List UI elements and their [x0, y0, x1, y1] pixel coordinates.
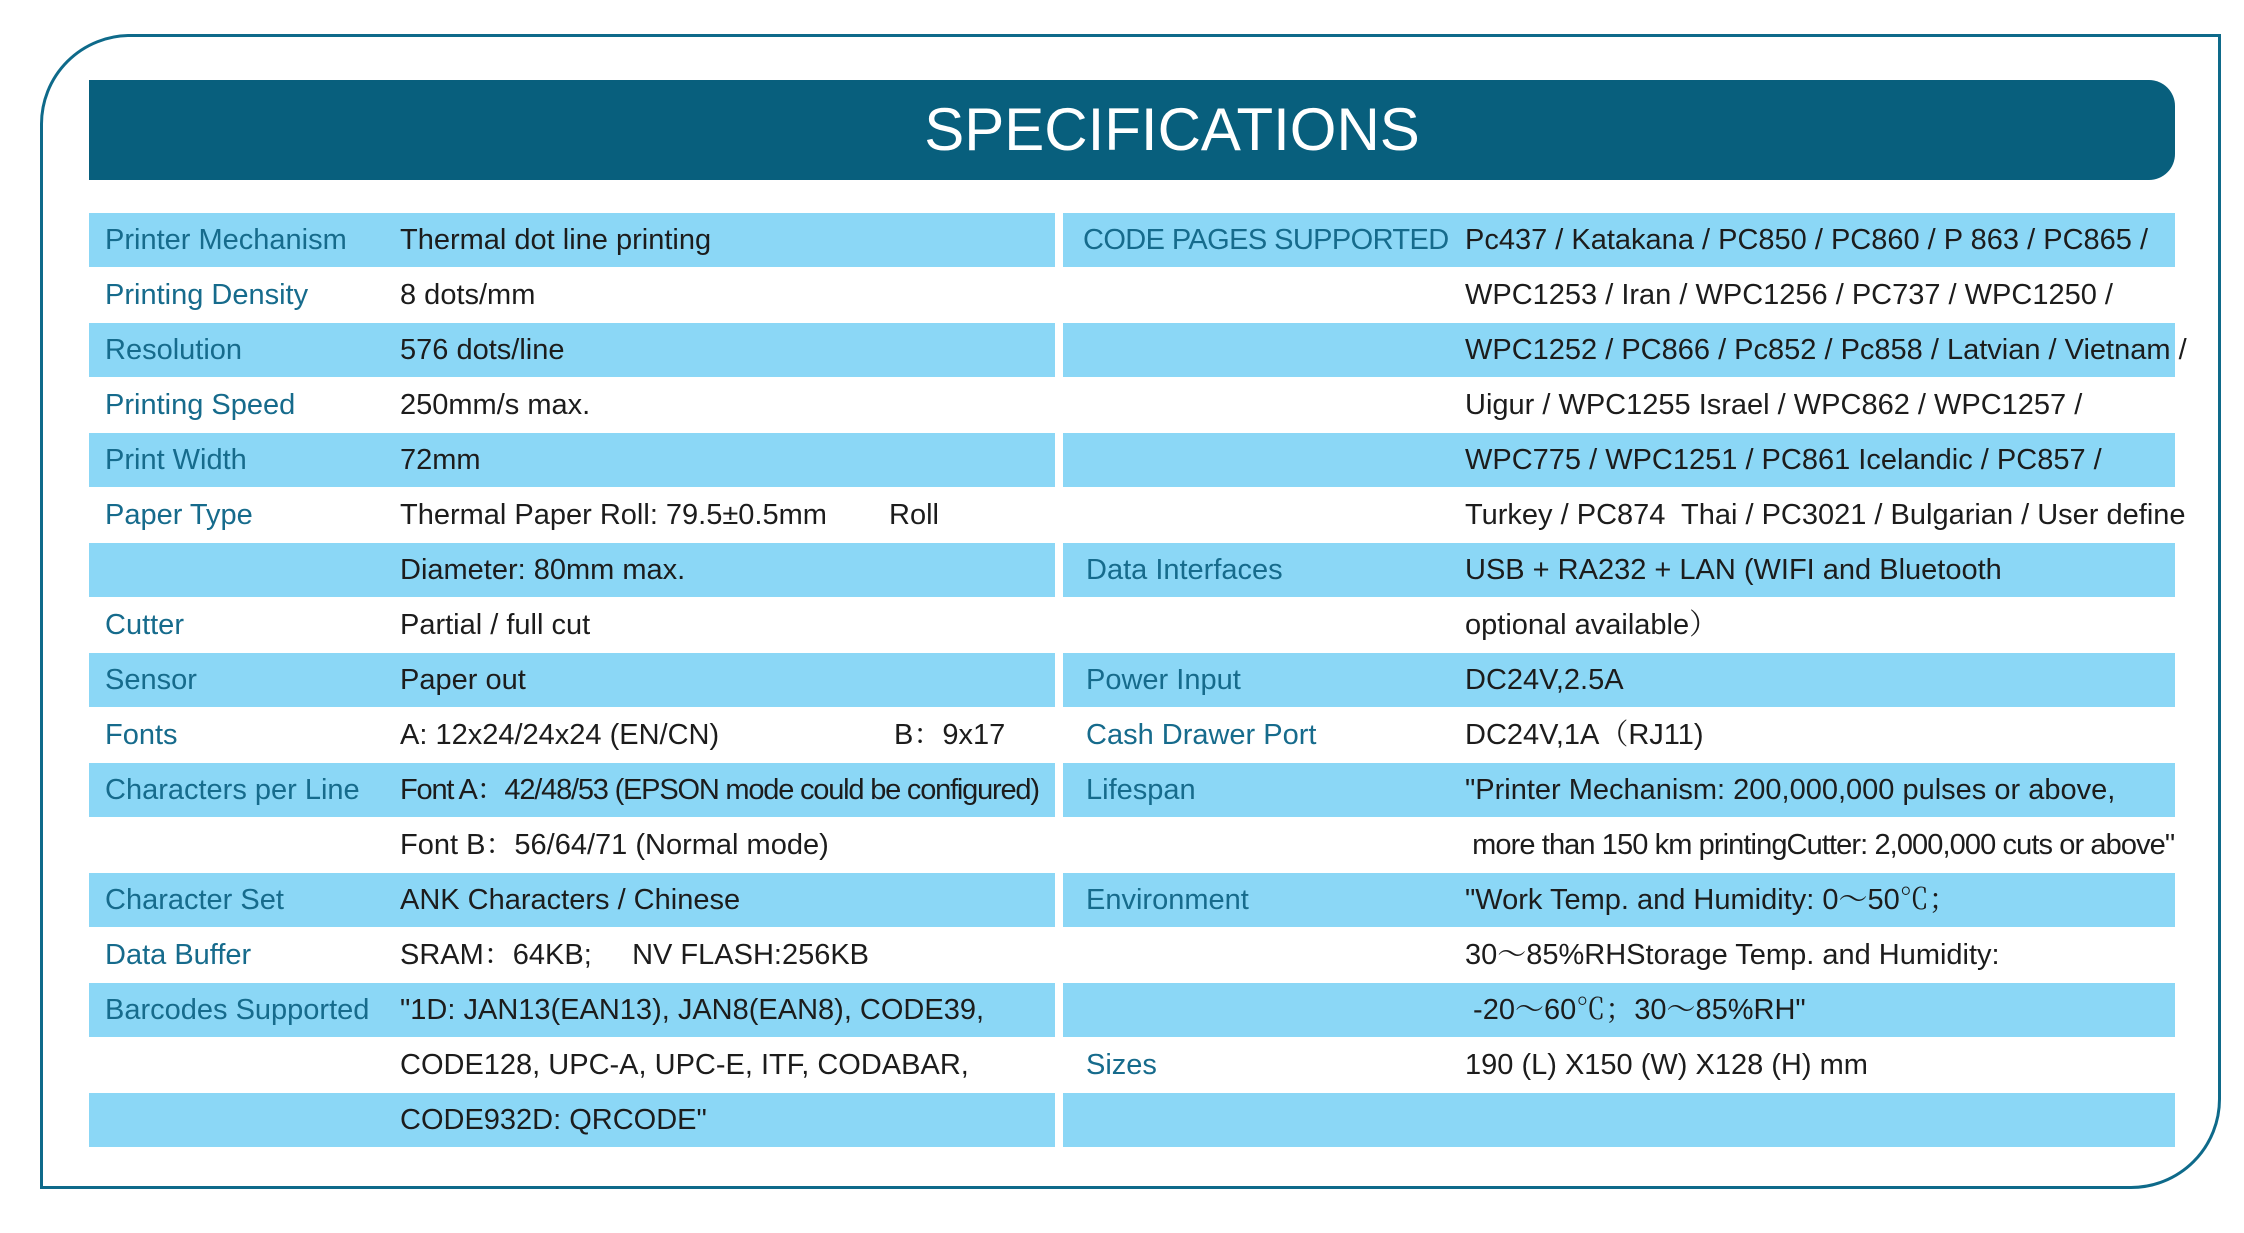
spec-value: 8 dots/mm — [400, 279, 536, 311]
spec-row — [1063, 983, 2175, 1037]
spec-label: Printing Density — [105, 279, 309, 311]
spec-label: Sensor — [105, 664, 197, 696]
spec-value: WPC1253 / Iran / WPC1256 / PC737 / WPC1250 / — [1465, 279, 2113, 311]
spec-value: optional available） — [1465, 609, 1719, 641]
spec-value: Turkey / PC874 Thai / PC3021 / Bulgarian / User define — [1465, 499, 2186, 531]
spec-value: 576 dots/line — [400, 334, 565, 366]
spec-row — [1063, 928, 2175, 982]
spec-row — [1063, 268, 2175, 322]
spec-row — [89, 1093, 1055, 1147]
spec-row — [1063, 873, 2175, 927]
spec-row — [89, 268, 1055, 322]
spec-value: Paper out — [400, 664, 526, 696]
spec-value: Uigur / WPC1255 Israel / WPC862 / WPC1257 / — [1465, 389, 2083, 421]
spec-value: "Printer Mechanism: 200,000,000 pulses or above, — [1465, 774, 2116, 806]
spec-row — [89, 433, 1055, 487]
spec-label: Paper Type — [105, 499, 253, 531]
spec-row — [89, 543, 1055, 597]
spec-label: Print Width — [105, 444, 247, 476]
spec-value: WPC775 / WPC1251 / PC861 Icelandic / PC857 / — [1465, 444, 2102, 476]
spec-value: -20～60℃；30～85%RH" — [1465, 994, 1806, 1026]
spec-label: Cash Drawer Port — [1086, 719, 1317, 751]
spec-value: Partial / full cut — [400, 609, 591, 641]
spec-label: Data Interfaces — [1086, 554, 1283, 586]
spec-value: Thermal dot line printing — [400, 224, 712, 256]
spec-row — [1063, 653, 2175, 707]
spec-label: Fonts — [105, 719, 178, 751]
spec-row — [89, 983, 1055, 1037]
spec-value: A: 12x24/24x24 (EN/CN) — [400, 719, 720, 751]
spec-value: 30～85%RHStorage Temp. and Humidity: — [1465, 939, 2000, 971]
spec-value: DC24V,1A（RJ11) — [1465, 719, 1704, 751]
spec-value: more than 150 km printingCutter: 2,000,000 cuts or above" — [1465, 829, 2175, 861]
spec-row — [89, 488, 1055, 542]
spec-label: Data Buffer — [105, 939, 252, 971]
spec-value: DC24V,2.5A — [1465, 664, 1624, 696]
spec-value: Pc437 / Katakana / PC850 / PC860 / P 863 / PC865 / — [1465, 224, 2149, 256]
spec-value: Thermal Paper Roll: 79.5±0.5mm — [400, 499, 827, 531]
spec-label: Lifespan — [1086, 774, 1196, 806]
spec-row — [89, 708, 1055, 762]
spec-row — [1063, 543, 2175, 597]
spec-label: Cutter — [105, 609, 184, 641]
spec-value: WPC1252 / PC866 / Pc852 / Pc858 / Latvian / Vietnam / — [1465, 334, 2187, 366]
spec-row — [1063, 323, 2187, 377]
spec-label: Sizes — [1086, 1049, 1157, 1081]
spec-value: "Work Temp. and Humidity: 0～50℃； — [1465, 884, 1958, 916]
spec-row — [89, 378, 1055, 432]
spec-row — [1063, 763, 2175, 817]
spec-value-extra: Roll — [889, 499, 939, 531]
spec-row — [89, 653, 1055, 707]
spec-label: Printing Speed — [105, 389, 296, 421]
spec-value-extra: B：9x17 — [894, 719, 1006, 751]
spec-label: Characters per Line — [105, 774, 360, 806]
spec-row — [89, 763, 1055, 817]
spec-value: Diameter: 80mm max. — [400, 554, 686, 586]
spec-row — [1063, 378, 2175, 432]
spec-value: Font A：42/48/53 (EPSON mode could be configured) — [400, 774, 1039, 806]
spec-label: CODE PAGES SUPPORTED — [1083, 224, 1449, 256]
spec-row — [1063, 708, 2175, 762]
spec-label: Environment — [1086, 884, 1249, 916]
spec-value: SRAM：64KB; NV FLASH:256KB — [400, 939, 870, 971]
spec-value: "1D: JAN13(EAN13), JAN8(EAN8), CODE39, — [400, 994, 985, 1026]
spec-row — [89, 818, 1055, 872]
spec-row — [1063, 598, 2175, 652]
spec-label: Power Input — [1086, 664, 1241, 696]
spec-row — [1063, 818, 2175, 872]
spec-row — [1063, 1093, 2175, 1147]
spec-row — [89, 1038, 1055, 1092]
spec-label: Printer Mechanism — [105, 224, 347, 256]
spec-value: Font B：56/64/71 (Normal mode) — [400, 829, 829, 861]
spec-row — [89, 213, 1055, 267]
spec-label: Resolution — [105, 334, 243, 366]
spec-row — [89, 873, 1055, 927]
spec-row — [89, 928, 1055, 982]
title-banner — [89, 80, 2175, 180]
spec-row — [1063, 488, 2186, 542]
spec-value: CODE128, UPC-A, UPC-E, ITF, CODABAR, — [400, 1049, 969, 1081]
spec-row — [1063, 213, 2175, 267]
spec-value: CODE932D: QRCODE" — [400, 1104, 707, 1136]
spec-value: 250mm/s max. — [400, 389, 591, 421]
spec-value: ANK Characters / Chinese — [400, 884, 741, 916]
spec-value: USB + RA232 + LAN (WIFI and Bluetooth — [1465, 554, 2002, 586]
spec-row — [89, 323, 1055, 377]
spec-value: 190 (L) X150 (W) X128 (H) mm — [1465, 1049, 1868, 1081]
page-title: SPECIFICATIONS — [924, 96, 1420, 163]
spec-row — [1063, 1038, 2175, 1092]
spec-label: Character Set — [105, 884, 284, 916]
spec-value: 72mm — [400, 444, 481, 476]
spec-row — [1063, 433, 2175, 487]
spec-label: Barcodes Supported — [105, 994, 370, 1026]
spec-row — [89, 598, 1055, 652]
